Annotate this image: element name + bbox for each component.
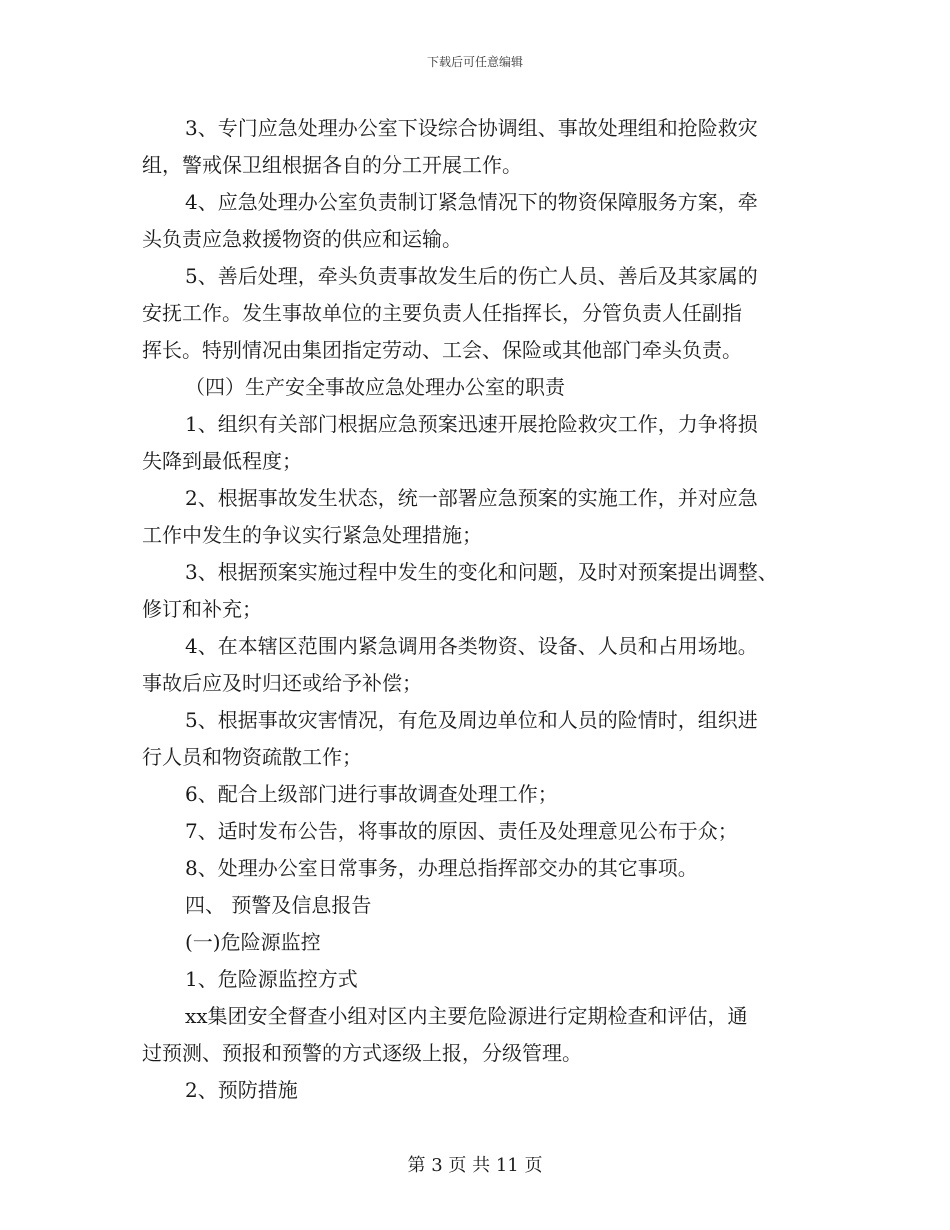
text-line: 4、应急处理办公室负责制订紧急情况下的物资保障服务方案，牵 — [185, 190, 758, 214]
text-line: 1、危险源监控方式 — [185, 967, 358, 991]
text-line: 4、在本辖区范围内紧急调用各类物资、设备、人员和占用场地。 — [185, 634, 758, 658]
text-line: 5、根据事故灾害情况，有危及周边单位和人员的险情时，组织进 — [185, 708, 758, 732]
text-line: 1、组织有关部门根据应急预案迅速开展抢险救灾工作，力争将损 — [185, 412, 758, 436]
text-line: 事故后应及时归还或给予补偿； — [142, 671, 422, 695]
document-body — [142, 110, 822, 1109]
text-line: 行人员和物资疏散工作； — [142, 745, 362, 769]
text-line: 过预测、预报和预警的方式逐级上报，分级管理。 — [142, 1041, 582, 1065]
text-line: 6、配合上级部门进行事故调查处理工作； — [185, 782, 558, 806]
text-line: 头负责应急救援物资的供应和运输。 — [142, 227, 462, 251]
text-line: 组，警戒保卫组根据各自的分工开展工作。 — [142, 153, 522, 177]
text-line: 7、适时发布公告，将事故的原因、责任及处理意见公布于众； — [185, 819, 738, 843]
text-line: 安抚工作。发生事故单位的主要负责人任指挥长，分管负责人任副指 — [142, 301, 742, 325]
text-line: 2、预防措施 — [185, 1078, 298, 1102]
text-line: 修订和补充； — [142, 597, 262, 621]
text-line: 3、根据预案实施过程中发生的变化和问题，及时对预案提出调整、 — [185, 560, 778, 584]
text-line: 工作中发生的争议实行紧急处理措施； — [142, 523, 482, 547]
section-heading: （四）生产安全事故应急处理办公室的职责 — [185, 375, 565, 399]
page-header: 下载后可任意编辑 — [426, 55, 523, 69]
text-line: 3、专门应急处理办公室下设综合协调组、事故处理组和抢险救灾 — [185, 116, 758, 140]
text-line: 8、处理办公室日常事务，办理总指挥部交办的其它事项。 — [185, 856, 698, 880]
text-line: 2、根据事故发生状态，统一部署应急预案的实施工作，并对应急 — [185, 486, 758, 510]
page-number: 第 3 页 共 11 页 — [407, 1155, 543, 1176]
section-heading: 四、 预警及信息报告 — [185, 893, 372, 917]
text-line: 挥长。特别情况由集团指定劳动、工会、保险或其他部门牵头负责。 — [142, 338, 742, 362]
text-line: 5、善后处理，牵头负责事故发生后的伤亡人员、善后及其家属的 — [185, 264, 758, 288]
text-line: 失降到最低程度； — [142, 449, 302, 473]
text-line: xx集团安全督查小组对区内主要危险源进行定期检查和评估，通 — [185, 1004, 748, 1028]
subsection-heading: (一)危险源监控 — [185, 930, 321, 954]
